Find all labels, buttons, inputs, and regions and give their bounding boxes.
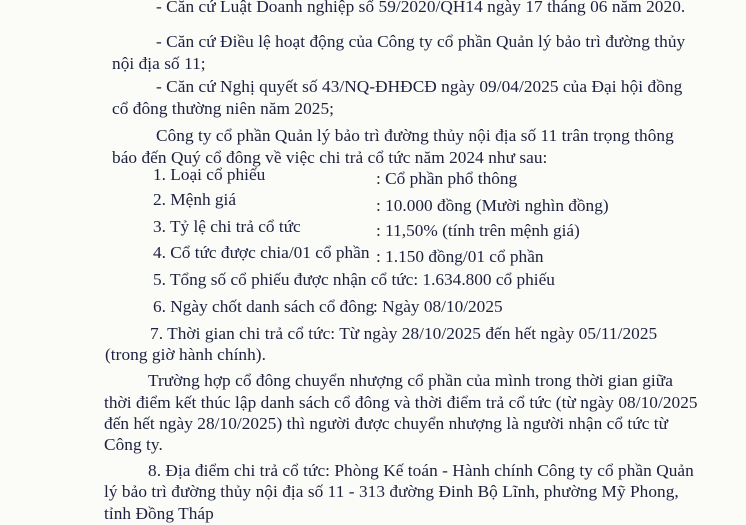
item-label-par-value: 2. Mệnh giá [153, 190, 237, 209]
item-payment-time-line2: (trong giờ hành chính). [105, 345, 266, 364]
item-payment-time-line1: 7. Thời gian chi trả cổ tức: Từ ngày 28/10/2025 đến hết ngày 05/11/2025 [150, 324, 658, 343]
announcement-intro-line2: báo đến Quý cổ đông về việc chi trả cổ tức năm 2024 như sau: [112, 148, 548, 167]
legal-basis-resolution-line2: cổ đông thường niên năm 2025; [112, 99, 335, 118]
transfer-note-line3: đến hết ngày 28/10/2025) thì người được chuyển nhượng là người nhận cổ tức từ [104, 414, 669, 433]
legal-basis-charter-line1: - Căn cứ Điều lệ hoạt động của Công ty cổ phần Quản lý bảo trì đường thủy [156, 32, 686, 51]
legal-basis-charter-line2: nội địa số 11; [112, 54, 206, 73]
item-value-par-value: : 10.000 đồng (Mười nghìn đồng) [376, 196, 609, 215]
item-label-share-type: 1. Loại cổ phiếu [153, 165, 266, 184]
transfer-note-line2: thời điểm kết thúc lập danh sách cổ đông và thời điểm trả cổ tức (từ ngày 08/10/2025 [104, 393, 698, 412]
item-value-record-date: : Ngày 08/10/2025 [373, 297, 503, 316]
item-label-dividend-per-share: 4. Cổ tức được chia/01 cổ phần [153, 243, 370, 262]
announcement-intro-line1: Công ty cổ phần Quản lý bảo trì đường thủy nội địa số 11 trân trọng thông [156, 126, 674, 145]
item-payment-location-line2: lý bảo trì đường thủy nội địa số 11 - 313 đường Đinh Bộ Lĩnh, phường Mỹ Phong, [104, 482, 679, 501]
item-payment-location-line3: tỉnh Đồng Tháp [104, 504, 214, 523]
legal-basis-resolution-line1: - Căn cứ Nghị quyết số 43/NQ-ĐHĐCĐ ngày 09/04/2025 của Đại hội đồng [156, 77, 683, 96]
item-label-dividend-rate: 3. Tỷ lệ chi trả cổ tức [153, 217, 301, 236]
item-value-dividend-rate: : 11,50% (tính trên mệnh giá) [376, 221, 580, 240]
item-total-shares: 5. Tổng số cổ phiếu được nhận cổ tức: 1.634.800 cổ phiếu [153, 270, 555, 289]
item-payment-location-line1: 8. Địa điểm chi trả cổ tức: Phòng Kế toán - Hành chính Công ty cổ phần Quản [148, 461, 694, 480]
item-value-share-type: : Cổ phần phổ thông [376, 169, 518, 188]
transfer-note-line1: Trường hợp cổ đông chuyển nhượng cổ phần của mình trong thời gian giữa [148, 371, 673, 390]
item-label-record-date: 6. Ngày chốt danh sách cổ đông [153, 297, 375, 316]
transfer-note-line4: Công ty. [104, 435, 163, 454]
item-value-dividend-per-share: : 1.150 đồng/01 cổ phần [376, 247, 544, 266]
legal-basis-enterprise-law: - Căn cứ Luật Doanh nghiệp số 59/2020/QH14 ngày 17 tháng 06 năm 2020. [156, 0, 686, 16]
